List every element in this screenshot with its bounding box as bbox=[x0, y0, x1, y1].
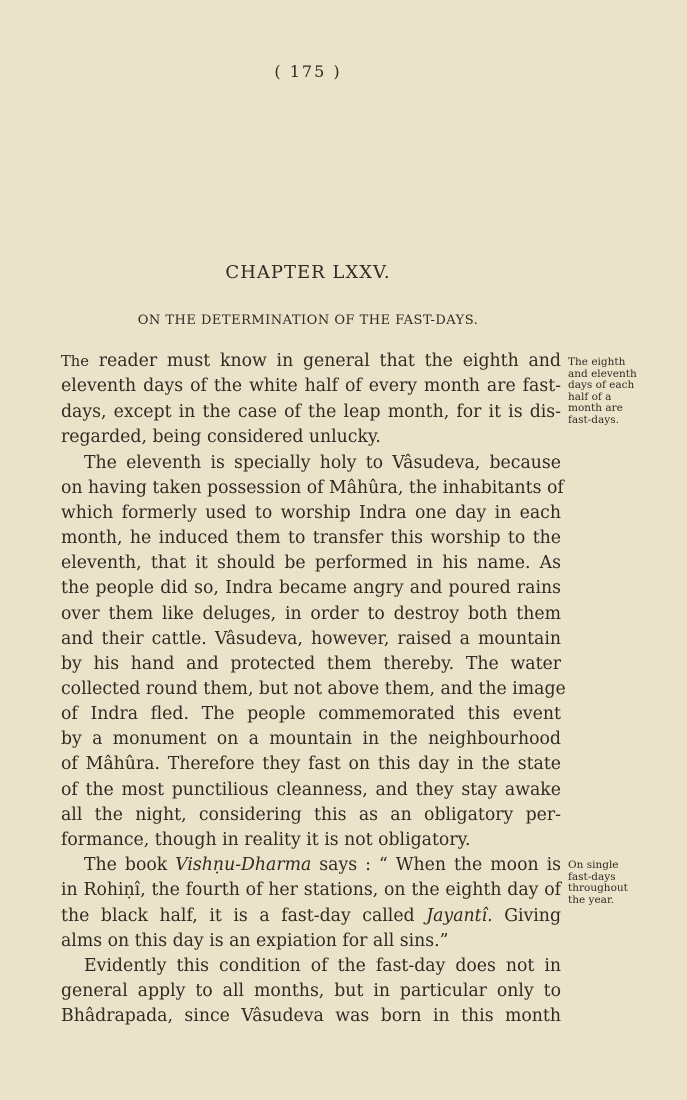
body-line: formance, though in reality it is not obligatory. bbox=[61, 830, 471, 850]
page-number: ( 175 ) bbox=[274, 62, 342, 81]
body-line: regarded, being considered unlucky. bbox=[61, 427, 381, 447]
body-line: in Rohiṇî, the fourth of her stations, on the eighth day of bbox=[61, 880, 561, 900]
margin-note: On single fast-days throughout the year. bbox=[568, 859, 628, 906]
body-line: eleventh, that it should be performed in his name. As bbox=[61, 553, 561, 573]
body-line: collected round them, but not above them, and the image bbox=[61, 679, 566, 699]
body-line: and their cattle. Vâsudeva, however, raised a mountain bbox=[61, 629, 561, 649]
body-line: on having taken possession of Mâhûra, the inhabitants of bbox=[61, 478, 564, 498]
body-line: of Mâhûra. Therefore they fast on this day in the state bbox=[61, 754, 561, 774]
body-line: month, he induced them to transfer this worship to the bbox=[61, 528, 561, 548]
margin-note: The eighth and eleventh days of each half of a month are fast-days. bbox=[568, 356, 637, 426]
body-line: days, except in the case of the leap month, for it is dis- bbox=[61, 402, 561, 422]
body-line: by a monument on a mountain in the neighbourhood bbox=[61, 729, 561, 749]
body-line: of Indra fled. The people commemorated this event bbox=[61, 704, 561, 724]
body-line: the people did so, Indra became angry and poured rains bbox=[61, 578, 561, 598]
body-line: of the most punctilious cleanness, and they stay awake bbox=[61, 780, 561, 800]
chapter-title: CHAPTER LXXV. bbox=[225, 262, 391, 283]
body-line: The book Vishṇu-Dharma says : “ When the moon is bbox=[84, 855, 562, 875]
body-line: eleventh days of the white half of every month are fast- bbox=[61, 376, 561, 396]
book-title: Vishṇu-Dharma bbox=[175, 855, 312, 875]
lead-word: The bbox=[61, 353, 89, 370]
body-line: Bhâdrapada, since Vâsudeva was born in this month bbox=[61, 1006, 561, 1026]
body-line: over them like deluges, in order to destroy both them bbox=[61, 604, 561, 624]
body-line: all the night, considering this as an obligatory per- bbox=[61, 805, 561, 825]
body-line: The reader must know in general that the eighth and bbox=[61, 351, 561, 371]
body-line: the black half, it is a fast-day called Jayantî. Giving bbox=[61, 906, 562, 926]
fast-day-name: Jayantî. bbox=[426, 906, 493, 926]
body-line: alms on this day is an expiation for all sins.” bbox=[61, 931, 449, 951]
body-line: Evidently this condition of the fast-day does not in bbox=[84, 956, 561, 976]
body-line: which formerly used to worship Indra one day in each bbox=[61, 503, 561, 523]
body-line: The eleventh is specially holy to Vâsudeva, because bbox=[84, 453, 561, 473]
body-line: general apply to all months, but in particular only to bbox=[61, 981, 561, 1001]
body-line: by his hand and protected them thereby. The water bbox=[61, 654, 561, 674]
chapter-subtitle: ON THE DETERMINATION OF THE FAST-DAYS. bbox=[137, 313, 479, 328]
